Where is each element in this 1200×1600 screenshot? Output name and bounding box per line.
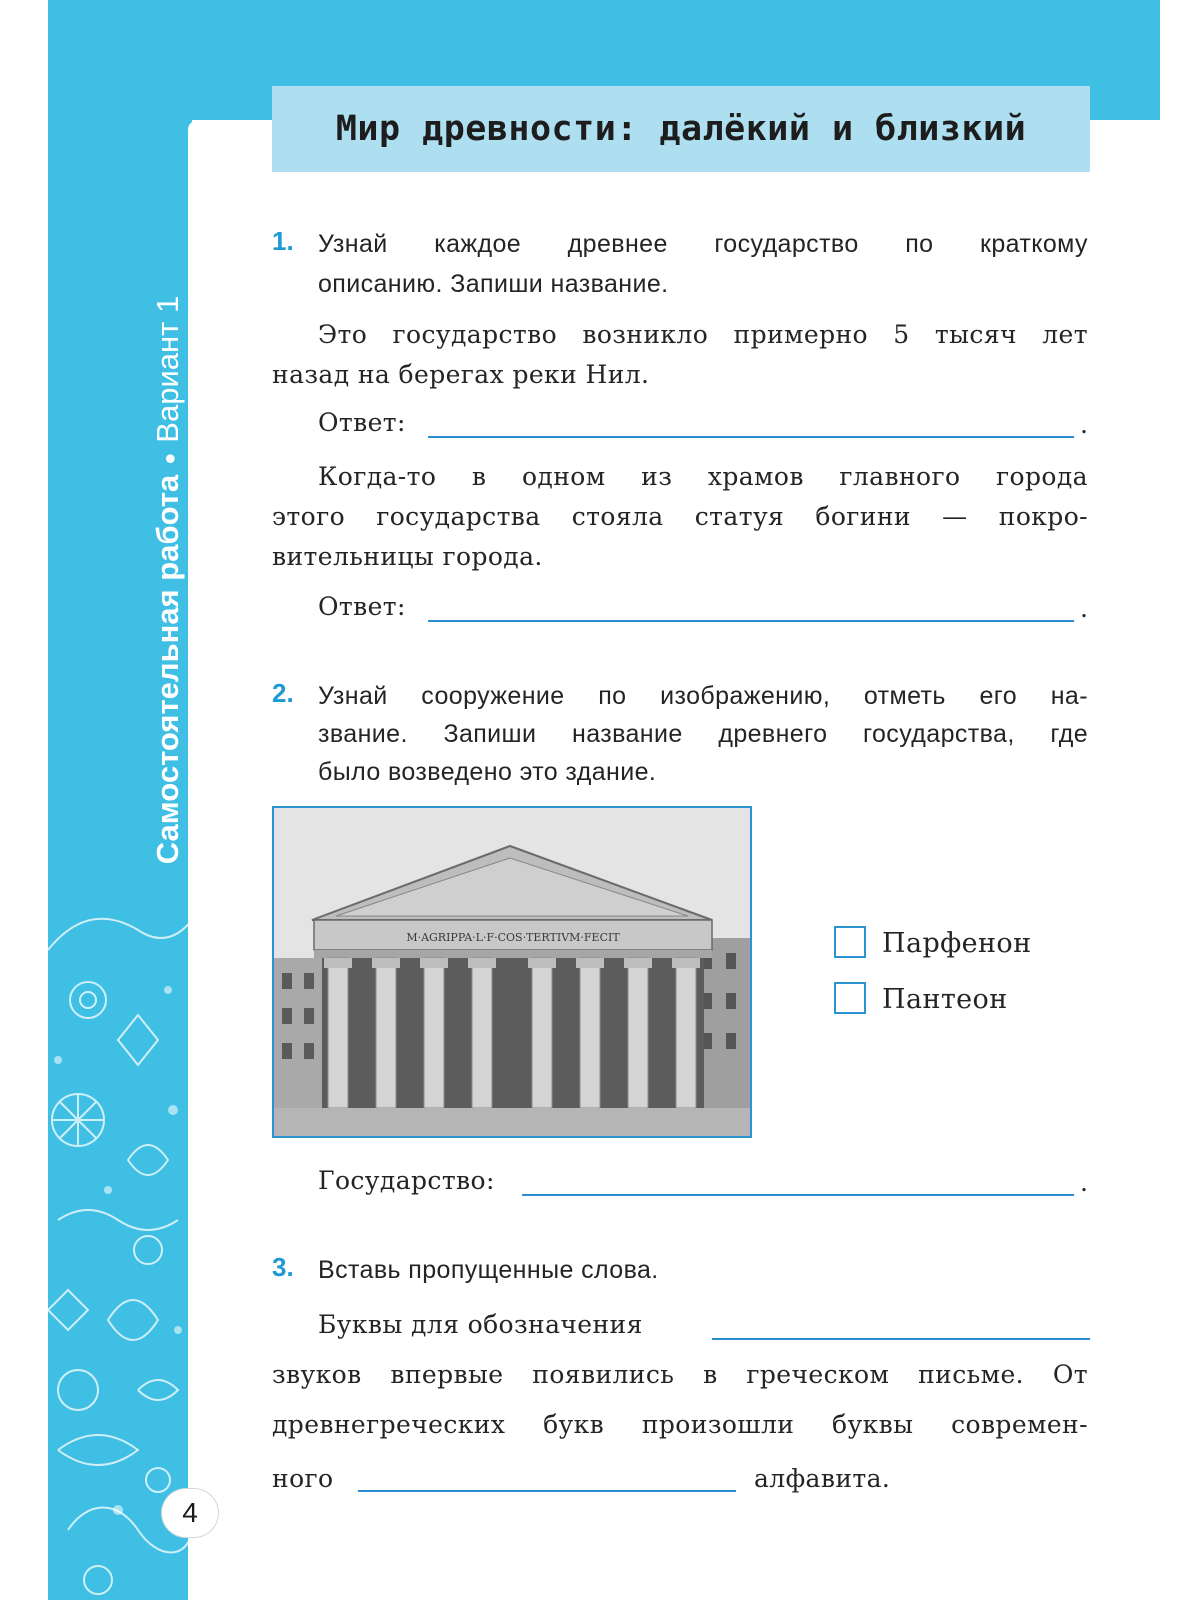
task3-line2: звуков впервые появились в греческом письме. От bbox=[272, 1360, 1088, 1389]
task2-instruction-line1: Узнай сооружение по изображению, отметь его на- bbox=[318, 682, 1088, 710]
task2-instruction-line3: было возведено это здание. bbox=[318, 758, 657, 786]
building-photo bbox=[272, 806, 752, 1138]
task3-number: 3. bbox=[272, 1252, 294, 1282]
gap1-line[interactable] bbox=[712, 1338, 1090, 1340]
task2-instruction-line2: звание. Запиши название древнего государства, где bbox=[318, 720, 1088, 748]
task3-instruction: Вставь пропущенные слова. bbox=[318, 1256, 659, 1284]
page-number: 4 bbox=[162, 1489, 218, 1537]
task1-clue2-line1: Когда-то в одном из храмов главного города bbox=[318, 462, 1088, 491]
variant-label: Вариант 1 bbox=[150, 295, 185, 443]
answer2-period: . bbox=[1080, 594, 1088, 623]
work-type-label: Самостоятельная работа bbox=[150, 474, 185, 865]
task1-number: 1. bbox=[272, 226, 294, 256]
task1-clue2-line2: этого государства стояла статуя богини — покро- bbox=[272, 502, 1088, 531]
answer1-line[interactable] bbox=[428, 436, 1074, 438]
separator-dot: ● bbox=[158, 452, 181, 465]
state-answer-line[interactable] bbox=[522, 1194, 1074, 1196]
state-label: Государство: bbox=[318, 1166, 495, 1195]
option-pantheon-label: Пантеон bbox=[882, 984, 1008, 1015]
vertical-label bbox=[148, 180, 188, 980]
gap2-line[interactable] bbox=[358, 1490, 736, 1492]
option-parthenon-label: Парфенон bbox=[882, 928, 1032, 959]
task1-clue1-line2: назад на берегах реки Нил. bbox=[272, 360, 650, 389]
task1-answer2-label: Ответ: bbox=[318, 592, 406, 621]
answer2-line[interactable] bbox=[428, 620, 1074, 622]
inscription-text: M·AGRIPPA·L·F·COS·TERTIVM·FECIT bbox=[406, 931, 620, 944]
task1-clue2-line3: вительницы города. bbox=[272, 542, 543, 571]
task2-number: 2. bbox=[272, 678, 294, 708]
option-parthenon-checkbox[interactable] bbox=[834, 926, 866, 958]
option-pantheon-checkbox[interactable] bbox=[834, 982, 866, 1014]
task1-clue1-line1: Это государство возникло примерно 5 тысяч лет bbox=[318, 320, 1088, 349]
task3-line3: древнегреческих букв произошли буквы современ- bbox=[272, 1410, 1088, 1439]
page-title: Мир древности: далёкий и близкий bbox=[335, 109, 1027, 149]
task1-answer1-label: Ответ: bbox=[318, 408, 406, 437]
pantheon-illustration bbox=[274, 808, 750, 1136]
state-period: . bbox=[1080, 1168, 1088, 1197]
task1-instruction-line2: описанию. Запиши название. bbox=[318, 270, 669, 298]
answer1-period: . bbox=[1080, 410, 1088, 439]
task1-instruction-line1: Узнай каждое древнее государство по краткому bbox=[318, 230, 1088, 258]
task3-line4-start: ного bbox=[272, 1464, 334, 1493]
task3-line1: Буквы для обозначения bbox=[318, 1310, 643, 1339]
task3-line4-end: алфавита. bbox=[754, 1464, 891, 1493]
